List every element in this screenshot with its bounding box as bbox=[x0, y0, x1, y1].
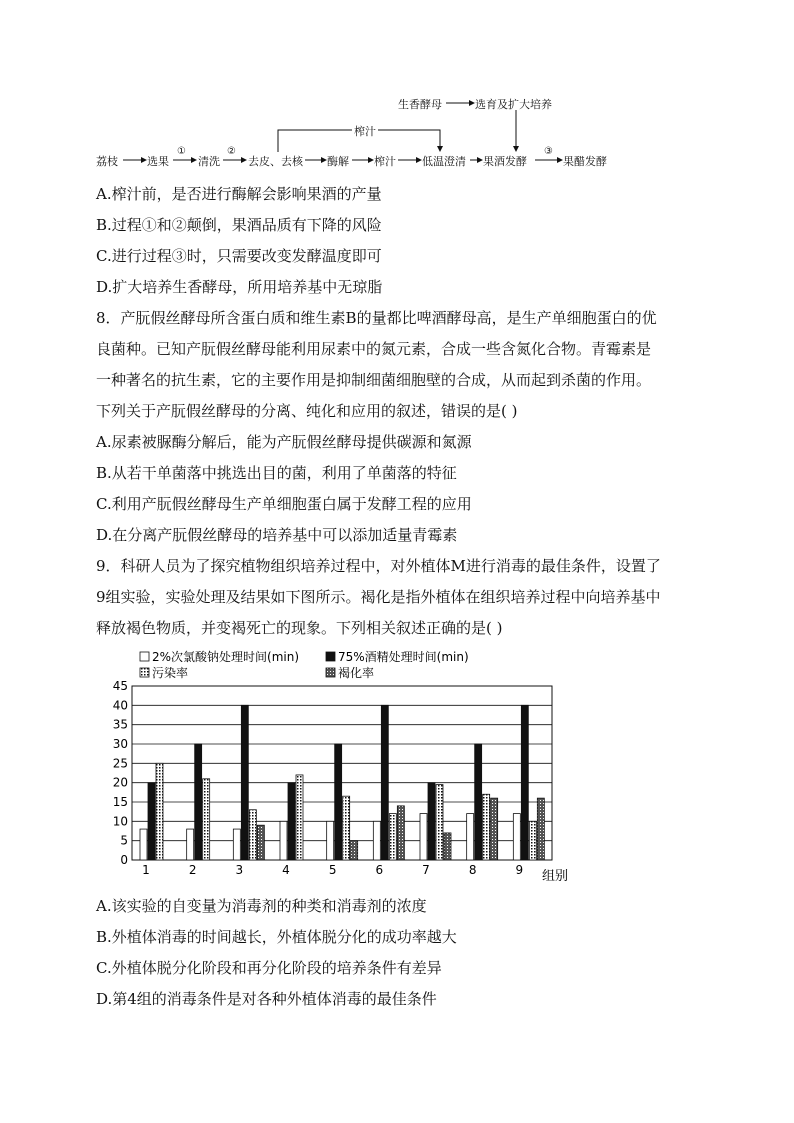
bar bbox=[428, 783, 435, 860]
x-tick-label: 3 bbox=[235, 863, 244, 877]
bar bbox=[257, 825, 264, 860]
y-tick-label: 10 bbox=[112, 814, 128, 829]
q9-stem-line: 释放褐色物质，并变褐死亡的现象。下列相关叙述正确的是( ) bbox=[96, 619, 503, 637]
bar bbox=[475, 744, 482, 860]
bar bbox=[513, 814, 520, 860]
bar bbox=[537, 798, 544, 860]
q9-option-a: A.该实验的自变量为消毒剂的种类和消毒剂的浓度 bbox=[96, 897, 427, 915]
bar bbox=[296, 775, 303, 860]
flow-node-select: 选果 bbox=[147, 155, 169, 168]
bar bbox=[436, 785, 443, 860]
legend-swatch bbox=[140, 668, 149, 677]
bar bbox=[467, 814, 474, 860]
q9-option-c: C.外植体脱分化阶段和再分化阶段的培养条件有差异 bbox=[96, 959, 442, 977]
bar bbox=[195, 744, 202, 860]
x-tick-label: 1 bbox=[142, 863, 150, 877]
y-tick-label: 25 bbox=[112, 756, 128, 771]
legend-swatch bbox=[326, 668, 335, 677]
chart-legend bbox=[140, 650, 469, 680]
bar bbox=[335, 744, 342, 860]
legend-entry: 2%次氯酸钠处理时间(min) bbox=[152, 650, 300, 664]
x-tick-label: 8 bbox=[468, 863, 477, 877]
bar bbox=[351, 841, 358, 860]
bar bbox=[389, 814, 396, 860]
flow-node-clarify: 低温澄清 bbox=[422, 155, 466, 168]
legend-swatch bbox=[140, 652, 149, 661]
bar bbox=[156, 763, 163, 860]
flow-node-wash: 清洗 bbox=[198, 155, 220, 168]
flow-node-wine: 果酒发酵 bbox=[483, 155, 527, 168]
bar bbox=[420, 814, 427, 860]
q9-option-d: D.第4组的消毒条件是对各种外植体消毒的最佳条件 bbox=[96, 990, 437, 1008]
y-tick-label: 45 bbox=[112, 679, 128, 693]
bar bbox=[148, 783, 155, 860]
bar bbox=[444, 833, 451, 860]
flow-step-1: ① bbox=[177, 146, 186, 157]
q8-option-d: D.在分离产朊假丝酵母的培养基中可以添加适量青霉素 bbox=[96, 526, 458, 544]
bar bbox=[343, 796, 350, 860]
bar bbox=[288, 783, 295, 860]
flow-node-lychee: 荔枝 bbox=[96, 155, 118, 168]
flow-node-yeast: 生香酵母 bbox=[398, 98, 442, 111]
bar bbox=[373, 821, 380, 860]
q7-option-a: A.榨汁前，是否进行酶解会影响果酒的产量 bbox=[96, 185, 382, 203]
flow-node-peel: 去皮、去核 bbox=[248, 155, 303, 168]
x-tick-label: 9 bbox=[515, 863, 524, 877]
y-tick-label: 20 bbox=[112, 775, 128, 790]
bar bbox=[280, 821, 287, 860]
bar bbox=[203, 779, 210, 860]
bar bbox=[241, 705, 248, 860]
flow-node-enzyme: 酶解 bbox=[327, 155, 349, 168]
q8-option-a: A.尿素被脲酶分解后，能为产朊假丝酵母提供碳源和氮源 bbox=[96, 433, 472, 451]
bar bbox=[521, 705, 528, 860]
q8-stem-line: 一种著名的抗生素，它的主要作用是抑制细菌细胞壁的合成，从而起到杀菌的作用。 bbox=[96, 371, 652, 389]
flow-arrows bbox=[0, 0, 794, 180]
chart-plot bbox=[113, 679, 568, 884]
legend-entry: 污染率 bbox=[152, 666, 189, 680]
y-tick-label: 0 bbox=[120, 853, 128, 867]
bar bbox=[187, 829, 194, 860]
y-tick-label: 15 bbox=[112, 795, 128, 809]
flow-branch-label: 榨汁 bbox=[354, 125, 376, 138]
flow-step-2: ② bbox=[227, 146, 236, 157]
legend-entry: 褐化率 bbox=[338, 666, 375, 680]
x-tick-label: 4 bbox=[282, 863, 290, 877]
q8-option-b: B.从若干单菌落中挑选出目的菌，利用了单菌落的特征 bbox=[96, 464, 457, 482]
q7-option-d: D.扩大培养生香酵母，所用培养基中无琼脂 bbox=[96, 278, 383, 296]
y-tick-label: 40 bbox=[112, 698, 128, 713]
q9-stem-line: 9组实验，实验处理及结果如下图所示。褐化是指外植体在组织培养过程中向培养基中 bbox=[96, 588, 661, 606]
q9-option-b: B.外植体消毒的时间越长，外植体脱分化的成功率越大 bbox=[96, 928, 457, 946]
y-tick-label: 35 bbox=[112, 717, 128, 732]
bar bbox=[491, 798, 498, 860]
q8-option-c: C.利用产朊假丝酵母生产单细胞蛋白属于发酵工程的应用 bbox=[96, 495, 472, 513]
x-tick-label: 6 bbox=[375, 863, 384, 877]
y-tick-label: 5 bbox=[120, 833, 128, 848]
x-tick-label: 5 bbox=[328, 863, 337, 877]
chart-svg bbox=[96, 650, 596, 890]
x-tick-label: 2 bbox=[188, 863, 197, 877]
x-axis-label: 组别 bbox=[542, 869, 569, 884]
bar bbox=[381, 705, 388, 860]
legend-swatch bbox=[326, 652, 335, 661]
bar bbox=[140, 829, 147, 860]
bar bbox=[249, 810, 256, 860]
q9-stem-line: 9．科研人员为了探究植物组织培养过程中，对外植体M进行消毒的最佳条件，设置了 bbox=[96, 557, 661, 575]
q8-stem-line: 良菌种。已知产朊假丝酵母能利用尿素中的氮元素，合成一些含氮化合物。青霉素是 bbox=[96, 340, 652, 358]
bar bbox=[327, 821, 334, 860]
bar-chart bbox=[96, 650, 596, 890]
bar bbox=[397, 806, 404, 860]
flow-node-culture: 选育及扩大培养 bbox=[475, 98, 552, 111]
flow-node-juice: 榨汁 bbox=[374, 155, 396, 168]
q8-stem-line: 8．产朊假丝酵母所含蛋白质和维生素B的量都比啤酒酵母高，是生产单细胞蛋白的优 bbox=[96, 309, 657, 327]
y-tick-label: 30 bbox=[112, 737, 128, 751]
q7-option-c: C.进行过程③时，只需要改变发酵温度即可 bbox=[96, 247, 382, 265]
legend-entry: 75%酒精处理时间(min) bbox=[338, 650, 469, 664]
q8-stem-line: 下列关于产朊假丝酵母的分离、纯化和应用的叙述，错误的是( ) bbox=[96, 402, 518, 420]
bar bbox=[529, 821, 536, 860]
q7-option-b: B.过程①和②颠倒，果酒品质有下降的风险 bbox=[96, 216, 382, 234]
flow-step-3: ③ bbox=[544, 146, 553, 157]
bar bbox=[233, 829, 240, 860]
flow-node-vinegar: 果醋发酵 bbox=[563, 155, 607, 168]
bar bbox=[483, 794, 490, 860]
x-tick-label: 7 bbox=[422, 863, 430, 877]
